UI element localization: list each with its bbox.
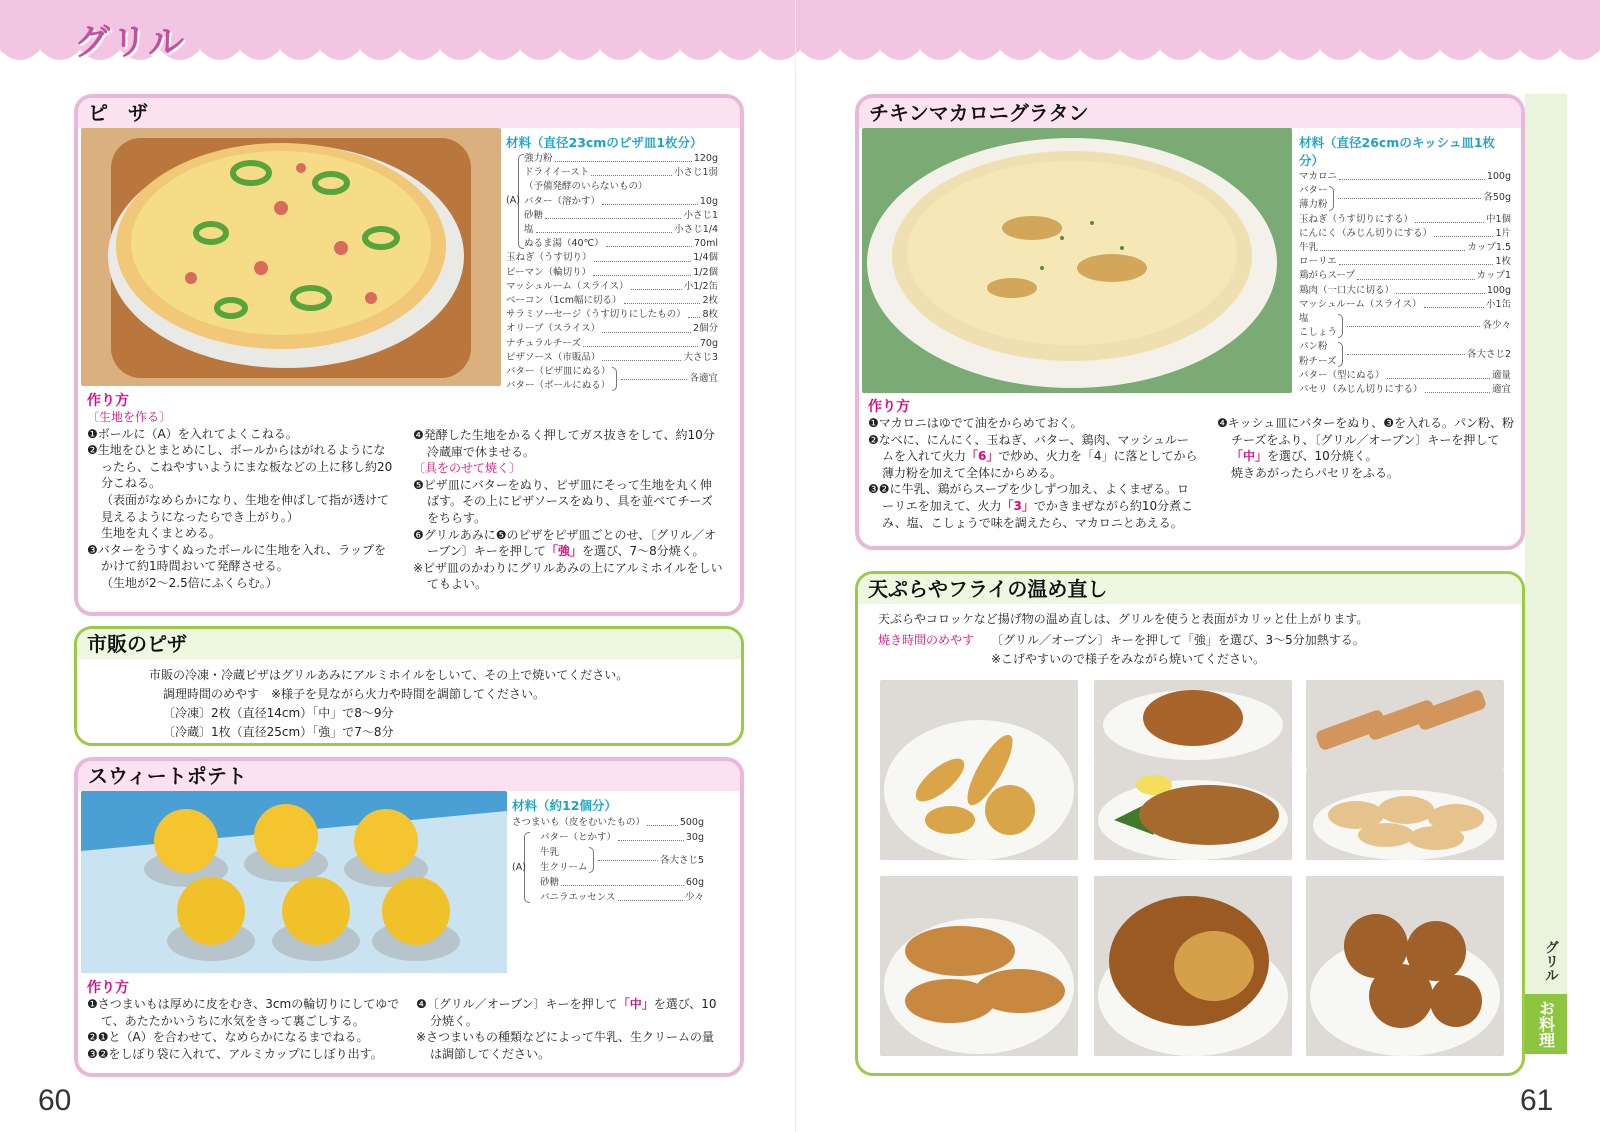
step: ❸バターをうすくぬったボールに生地を入れ、ラップをかけて約1時間おいて発酵させる。: [87, 542, 386, 574]
sweet-potato-steps-right: [416, 996, 726, 1062]
gratin-materials-title: 材料（直径26cmのキッシュ皿1枚分）: [1299, 135, 1496, 168]
material-pair-row: 牛乳 生クリーム 各大さじ5: [540, 847, 704, 873]
step: ❷❶と（A）を合わせて、なめらかになるまでねる。: [87, 1030, 369, 1045]
step: ❷生地をひとまとめにし、ボールからはがれるようになったら、こねやすいようにまな板などの上に移し約20分こねる。: [87, 443, 393, 491]
sweet-potato-panel: [74, 757, 744, 1077]
pizza-photo: [81, 128, 501, 386]
gratin-howto-title: 作り方: [868, 399, 910, 415]
pizza-panel: [74, 94, 744, 616]
gratin-panel: [855, 94, 1525, 550]
material-row: さつまいも（皮をむいたもの） 500g: [512, 817, 704, 828]
scalloped-border: [0, 40, 1600, 74]
chapter-tab-cooking[interactable]: お料理: [1525, 994, 1567, 1054]
step: ❷なべに、にんにく、玉ねぎ、バター、鶏肉、マッシュルームを入れて火力「6」で炒め、火力を「4」に落としてから薄力粉を加えて全体にからめる。: [868, 432, 1198, 480]
commercial-pizza-body: 市販の冷凍・冷蔵ピザはグリルあみにアルミホイルをしいて、その上で焼いてください。 調理時間のめやす ※様子を見ながら火力や時間を調節してください。 〔冷凍〕2枚（直径14cm）「中」で8～9分 〔冷蔵〕1枚（直径25cm）「強」で7～8分: [149, 668, 629, 739]
material-row: ベーコン（1cm幅に切る） 2枚: [506, 295, 718, 307]
commercial-pizza-panel: [74, 626, 744, 746]
material-row: 玉ねぎ（うす切りにする） 中1個: [1299, 213, 1511, 225]
material-pair-row: バター（ピザ皿にぬる） バター（ボールにぬる） 各適宜: [506, 365, 718, 393]
step: ❹〔グリル／オーブン〕キーを押して「中」を選び、10分焼く。: [416, 997, 717, 1028]
spring-roll-photo: [1306, 680, 1504, 770]
step-note: 焼きあがったらパセリをふる。: [1231, 465, 1400, 480]
sweet-potato-photo: [81, 791, 507, 973]
fried-cutlet-photo: [1094, 760, 1292, 860]
material-row: ローリエ 1枚: [1299, 256, 1511, 268]
step: ❻グリルあみに❺のピザをピザ皿ごとのせ、〔グリル／オーブン〕キーを押して「強」を選び、7～8分焼く。: [413, 527, 717, 559]
material-row: マッシュルーム（スライス） 小1缶: [1299, 298, 1511, 310]
material-row: オリーブ（スライス） 2個分: [506, 323, 718, 335]
step: ❹キッシュ皿にバターをぬり、❸を入れる。パン粉、粉チーズをふり、〔グリル／オーブン〕キーを押して「中」を選び、10分焼く。: [1217, 416, 1515, 464]
sweet-potato-steps-left: [87, 996, 402, 1062]
sidebar-grill-label: グリル: [1543, 940, 1559, 982]
material-row: にんにく（みじん切りにする） 1片: [1299, 227, 1511, 239]
reheat-line2: ※こげやすいので様子をみながら焼いてください。: [991, 652, 1266, 666]
step: ❶ボールに（A）を入れてよくこねる。: [87, 426, 298, 441]
reheat-label: 焼き時間のめやす: [878, 633, 975, 647]
sweet-potato-group-a: [512, 830, 704, 905]
pizza-steps-left: [87, 409, 397, 592]
pizza-sub1: 〔生地を作る〕: [87, 410, 172, 424]
group-label: (A): [506, 195, 520, 206]
pizza-materials-title: 材料（直径23cmのピザ皿1枚分）: [506, 135, 703, 150]
pizza-howto-title: 作り方: [87, 393, 129, 409]
page-title: グリル: [74, 22, 186, 63]
pizza-materials: [506, 134, 718, 393]
material-row: バター（とかす） 30g: [540, 832, 704, 843]
pizza-sub2: 〔具をのせて焼く〕: [413, 461, 522, 476]
reheat-intro: 天ぷらやコロッケなど揚げ物の温め直しは、グリルを使うと表面がカリッと仕上がります。: [878, 612, 1369, 626]
karaage-photo: [1306, 876, 1504, 1056]
sweet-potato-materials-title: 材料（約12個分）: [512, 798, 617, 813]
step: ❶さつまいもは厚めに皮をむき、3cmの輪切りにしてゆでて、あたたかいうちに水気をきって裏ごしする。: [87, 997, 400, 1028]
gratin-materials: [1299, 134, 1511, 397]
chapter-sidebar: [1525, 94, 1567, 1054]
gratin-title: チキンマカロニグラタン: [859, 98, 1521, 128]
step: ❹発酵した生地をかるく押してガス抜きをして、約10分冷蔵庫で休ませる。: [413, 428, 715, 459]
material-row: （予備発酵のいらないもの）: [524, 181, 648, 193]
material-row: 牛乳 カップ1.5: [1299, 242, 1511, 254]
material-row: ぬるま湯（40℃） 70ml: [524, 238, 718, 250]
page-number-left: 60: [38, 1084, 72, 1117]
material-row: 砂糖 60g: [540, 877, 704, 888]
material-row: バター（型にぬる） 適量: [1299, 369, 1511, 381]
gratin-steps-left: [868, 415, 1198, 531]
material-row: バター（溶かす） 10g: [524, 195, 718, 207]
group-label: (A): [512, 862, 526, 873]
step-note: （生地が2～2.5倍にふくらむ。）: [101, 575, 278, 590]
step: ❶マカロニはゆでて油をからめておく。: [868, 416, 1083, 430]
pizza-title: ピ ザ: [78, 98, 740, 128]
reheat-title: 天ぷらやフライの温め直し: [858, 574, 1522, 604]
tempura-photo: [880, 680, 1078, 860]
step-note: （表面がなめらかになり、生地を伸ばして指が透けて見えるようになったらでき上がり。）: [101, 492, 390, 524]
material-row: サラミソーセージ（うす切りにしたもの） 8枚: [506, 309, 718, 321]
step: ❸❷に牛乳、鶏がらスープを少しずつ加え、よくまぜる。ローリエを加えて、火力「3」でかきまぜながら約10分煮こみ、塩、こしょうで味を調えたら、マカロニとあえる。: [868, 482, 1194, 530]
step: ❸❷をしぼり袋に入れて、アルミカップにしぼり出す。: [87, 1046, 383, 1061]
material-row: マッシュルーム（スライス） 小1/2缶: [506, 280, 718, 292]
material-pair-row: パン粉 粉チーズ 各大さじ2: [1299, 340, 1511, 368]
page-number-right: 61: [1520, 1084, 1554, 1117]
material-row: 玉ねぎ（うす切り） 1/4個: [506, 252, 718, 264]
sweet-potato-howto-title: 作り方: [87, 980, 129, 996]
material-row: マカロニ 100g: [1299, 171, 1511, 182]
sweet-potato-materials: [512, 797, 704, 905]
commercial-pizza-title: 市販のピザ: [77, 629, 741, 659]
material-row: 鶏肉（一口大に切る） 100g: [1299, 284, 1511, 296]
reheat-panel: [855, 571, 1525, 1076]
note: ※ピザ皿のかわりにグリルあみの上にアルミホイルをしいてもよい。: [413, 560, 723, 592]
material-row: ピーマン（輪切り） 1/2個: [506, 266, 718, 278]
sweet-potato-title: スウィートポテト: [78, 761, 740, 791]
material-row: ナチュラルチーズ 70g: [506, 337, 718, 349]
gratin-photo: [862, 128, 1292, 393]
note: ※さつまいもの種類などによって牛乳、生クリームの量は調節してください。: [416, 1030, 715, 1061]
croquette-photo: [1094, 680, 1292, 760]
step: ❺ピザ皿にバターをぬり、ピザ皿にそって生地を丸く伸ばす。その上にピザソースをぬり、具を並べてチーズをちらす。: [413, 477, 713, 525]
pizza-steps-right: [413, 427, 723, 593]
material-row: 強力粉 120g: [524, 153, 718, 164]
material-row: 鶏がらスープ カップ1: [1299, 270, 1511, 282]
taiyaki-photo: [880, 876, 1078, 1056]
material-row: ドライイースト 小さじ1弱: [524, 167, 718, 179]
material-row: 塩 小さじ1/4: [524, 224, 718, 236]
gratin-steps-right: [1217, 415, 1517, 481]
material-row: 砂糖 小さじ1: [524, 209, 718, 221]
page-divider: [795, 0, 796, 1132]
gyoza-photo: [1306, 770, 1504, 860]
reheat-line1: 〔グリル／オーブン〕キーを押して「強」を選び、3～5分加熱する。: [991, 633, 1365, 647]
material-row: ピザソース（市販品） 大さじ3: [506, 351, 718, 363]
material-row: バニラエッセンス 少々: [540, 892, 704, 903]
pizza-group-a: [506, 152, 718, 251]
material-pair-row: バター 薄力粉 各50g: [1299, 184, 1511, 212]
material-row: パセリ（みじん切りにする） 適宜: [1299, 384, 1511, 396]
step-note: 生地を丸くまとめる。: [101, 526, 222, 541]
curry-bread-photo: [1094, 876, 1292, 1056]
material-pair-row: 塩 こしょう 各少々: [1299, 312, 1511, 340]
